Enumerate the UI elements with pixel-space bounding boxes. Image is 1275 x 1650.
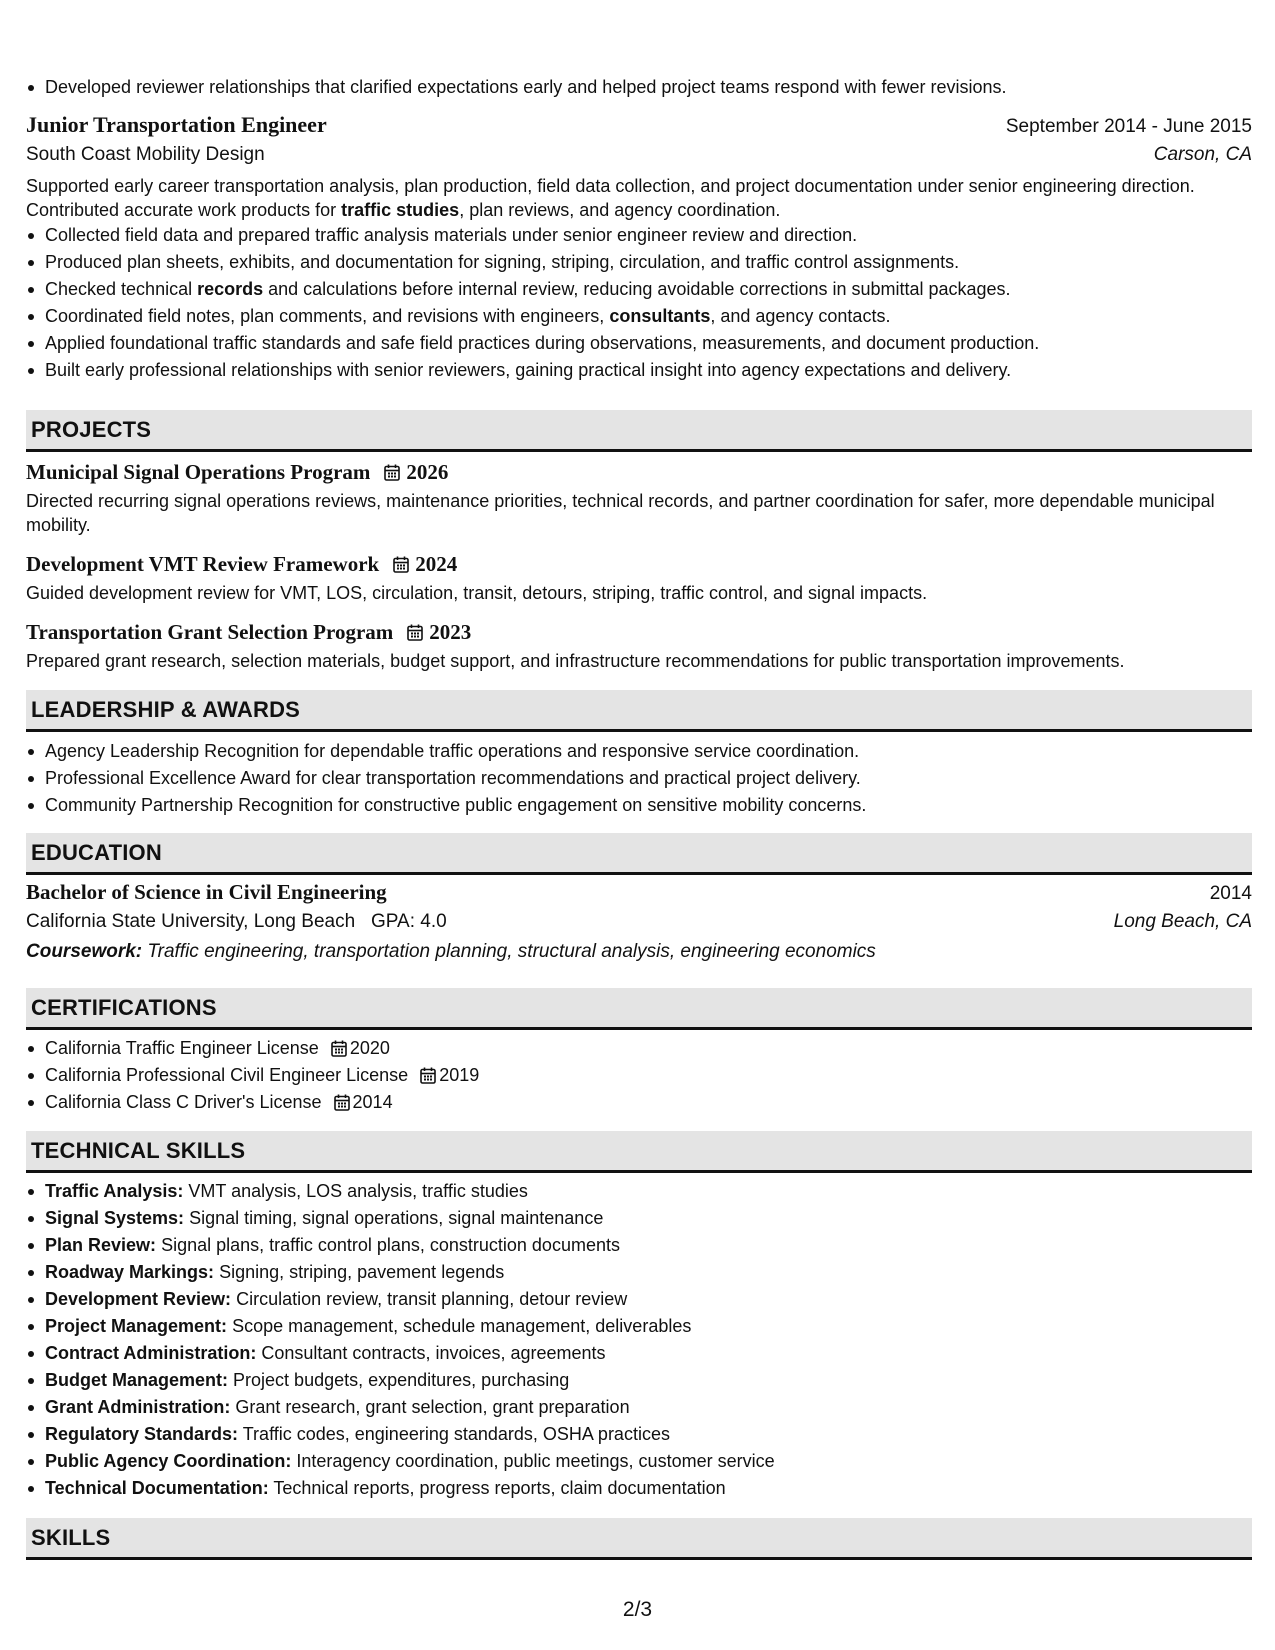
list-item: Produced plan sheets, exhibits, and documentation for signing, striping, circulation, and traffic control assignments. — [26, 249, 1252, 276]
list-item: Coordinated field notes, plan comments, and revisions with engineers, consultants, and agency contacts. — [26, 303, 1252, 330]
project-name: Development VMT Review Framework — [26, 552, 380, 576]
project-header — [26, 460, 1252, 485]
project-description: Directed recurring signal operations reviews, maintenance priorities, technical records, and partner coordination for safer, more dependable municipal mobility. — [26, 491, 1215, 535]
school-location: Long Beach, CA — [1113, 911, 1252, 932]
list-item: Built early professional relationships with senior reviewers, gaining practical insight into agency expectations and delivery. — [26, 357, 1252, 384]
section-header-skills: SKILLS — [26, 1518, 1252, 1560]
list-item: Roadway Markings: Signing, striping, pavement legends — [26, 1259, 1252, 1286]
project-entry — [26, 552, 1252, 605]
list-item: Grant Administration: Grant research, grant selection, grant preparation — [26, 1394, 1252, 1421]
calendar-icon — [384, 464, 400, 481]
project-header — [26, 552, 1252, 577]
list-item: Budget Management: Project budgets, expenditures, purchasing — [26, 1367, 1252, 1394]
project-header — [26, 620, 1252, 645]
certifications-list — [26, 1035, 1252, 1116]
project-description: Prepared grant research, selection materials, budget support, and infrastructure recommendations for public transportation improvements. — [26, 651, 1125, 671]
gpa: GPA: 4.0 — [371, 911, 447, 932]
list-item: Technical Documentation: Technical reports, progress reports, claim documentation — [26, 1475, 1252, 1502]
page-number: 2/3 — [622, 1598, 653, 1621]
section-header-education: EDUCATION — [26, 833, 1252, 875]
list-item: Applied foundational traffic standards and safe field practices during observations, measurements, and document production. — [26, 330, 1252, 357]
project-name: Transportation Grant Selection Program — [26, 620, 394, 644]
job-location: Carson, CA — [1153, 144, 1252, 165]
section-header-projects: PROJECTS — [26, 410, 1252, 452]
school-name: California State University, Long Beach — [26, 911, 356, 932]
job-subheader — [26, 144, 1252, 166]
list-item: Signal Systems: Signal timing, signal operations, signal maintenance — [26, 1205, 1252, 1232]
job-dates: September 2014 - June 2015 — [1005, 116, 1252, 137]
list-item: Public Agency Coordination: Interagency coordination, public meetings, customer service — [26, 1448, 1252, 1475]
awards-list — [26, 738, 1252, 819]
job-summary: Supported early career transportation analysis, plan production, field data collection, and project documentation under senior engineering direction. Contributed accurate work products for traffic studies, plan reviews, and agency coordination. — [26, 176, 1195, 220]
calendar-icon — [393, 556, 409, 573]
coursework: Coursework: Traffic engineering, transportation planning, structural analysis, engineering economics — [26, 941, 876, 962]
section-header-awards: LEADERSHIP & AWARDS — [26, 690, 1252, 732]
education-subheader — [26, 911, 1252, 933]
job-entry — [26, 112, 1252, 384]
list-item: Regulatory Standards: Traffic codes, engineering standards, OSHA practices — [26, 1421, 1252, 1448]
project-name: Municipal Signal Operations Program — [26, 460, 371, 484]
section-header-certifications: CERTIFICATIONS — [26, 988, 1252, 1030]
list-item: California Class C Driver's License 2014 — [26, 1089, 1252, 1116]
technical-skills-list — [26, 1178, 1252, 1502]
list-item: Agency Leadership Recognition for dependable traffic operations and responsive service coordination. — [26, 738, 1252, 765]
project-year: 2024 — [415, 552, 458, 576]
graduation-year: 2014 — [1209, 883, 1252, 904]
project-year: 2026 — [406, 460, 449, 484]
education-entry — [26, 880, 1252, 963]
project-entry — [26, 620, 1252, 673]
job-bullet-list — [26, 222, 1252, 384]
calendar-icon — [420, 1067, 436, 1084]
project-year: 2023 — [429, 620, 472, 644]
education-header — [26, 880, 1252, 905]
list-item: Traffic Analysis: VMT analysis, LOS analysis, traffic studies — [26, 1178, 1252, 1205]
calendar-icon — [331, 1040, 347, 1057]
carryover-bullet-list — [26, 74, 1252, 101]
project-entry — [26, 460, 1252, 537]
job-title: Junior Transportation Engineer — [26, 112, 327, 137]
list-item: Professional Excellence Award for clear transportation recommendations and practical project delivery. — [26, 765, 1252, 792]
job-header — [26, 112, 1252, 138]
list-item: Collected field data and prepared traffic analysis materials under senior engineer review and direction. — [26, 222, 1252, 249]
section-header-technical-skills: TECHNICAL SKILLS — [26, 1131, 1252, 1173]
list-item: Developed reviewer relationships that clarified expectations early and helped project teams respond with fewer revisions. — [26, 74, 1252, 101]
company-name: South Coast Mobility Design — [26, 144, 265, 165]
list-item: Checked technical records and calculations before internal review, reducing avoidable corrections in submittal packages. — [26, 276, 1252, 303]
project-description: Guided development review for VMT, LOS, circulation, transit, detours, striping, traffic control, and signal impacts. — [26, 583, 928, 603]
calendar-icon — [407, 624, 423, 641]
list-item: Project Management: Scope management, schedule management, deliverables — [26, 1313, 1252, 1340]
calendar-icon — [334, 1094, 350, 1111]
list-item: Development Review: Circulation review, transit planning, detour review — [26, 1286, 1252, 1313]
list-item: Plan Review: Signal plans, traffic control plans, construction documents — [26, 1232, 1252, 1259]
list-item: California Professional Civil Engineer License 2019 — [26, 1062, 1252, 1089]
list-item: California Traffic Engineer License 2020 — [26, 1035, 1252, 1062]
list-item: Contract Administration: Consultant contracts, invoices, agreements — [26, 1340, 1252, 1367]
degree-name: Bachelor of Science in Civil Engineering — [26, 880, 387, 904]
list-item: Community Partnership Recognition for constructive public engagement on sensitive mobility concerns. — [26, 792, 1252, 819]
